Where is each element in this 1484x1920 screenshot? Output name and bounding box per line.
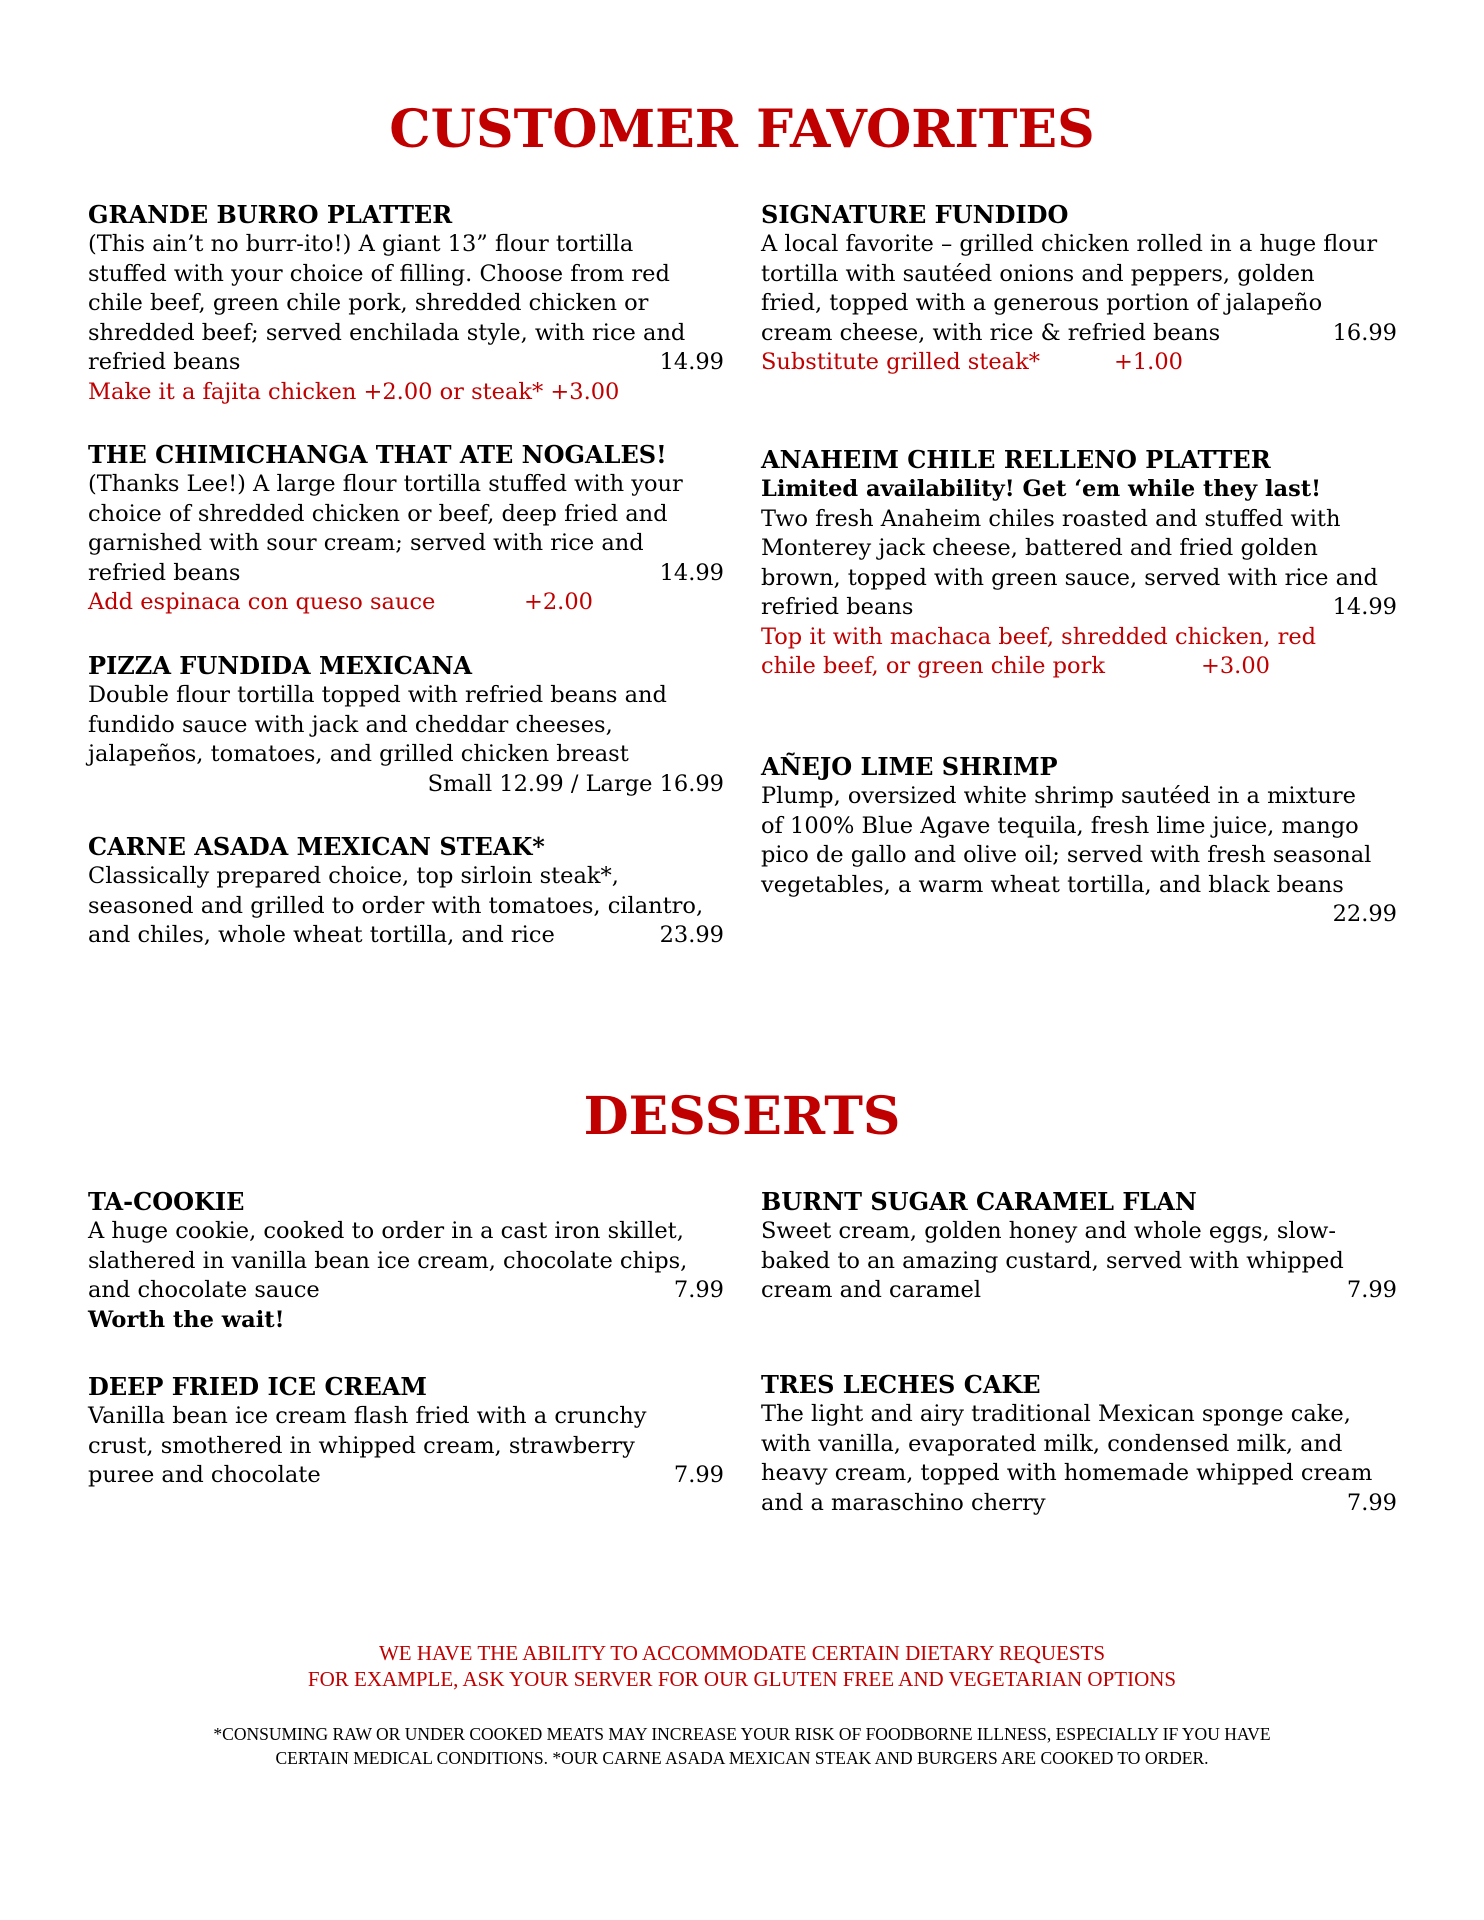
description-line [761, 593, 1397, 623]
description-line [88, 921, 724, 951]
item-name: DEEP FRIED ICE CREAM [88, 1372, 427, 1401]
description-line: choice of shredded chicken or beef, deep fried and [88, 500, 668, 527]
item-name: SIGNATURE FUNDIDO [761, 200, 1069, 229]
description-line: Sweet cream, golden honey and whole eggs, slow- [761, 1218, 1336, 1244]
item-upgrade: Top it with machaca beef, shredded chicken, red [761, 623, 1317, 650]
item-description [761, 1400, 1397, 1518]
description-line: vegetables, a warm wheat tortilla, and black beans [761, 871, 1344, 898]
description-line: fundido sauce with jack and cheddar cheeses, [88, 711, 613, 738]
upgrade-price: +1.00 [1114, 349, 1183, 375]
item-price: 22.99 [1332, 901, 1397, 927]
menu-item-signature-fundido [761, 200, 1397, 378]
item-price: Small 12.99 / Large 16.99 [427, 770, 724, 797]
dietary-notice-line: WE HAVE THE ABILITY TO ACCOMMODATE CERTAIN DIETARY REQUESTS [378, 1641, 1106, 1665]
item-name: CARNE ASADA MEXICAN STEAK* [88, 832, 545, 861]
item-upgrade [761, 348, 1397, 378]
item-price: 23.99 [659, 922, 724, 948]
upgrade-label: Add espinaca con queso sauce [88, 589, 436, 615]
description-line: Classically prepared choice, top sirloin steak*, [88, 863, 619, 889]
description-line [761, 1276, 1397, 1306]
menu-item-anejo-lime-shrimp [761, 752, 1397, 930]
item-name: BURNT SUGAR CARAMEL FLAN [761, 1187, 1197, 1216]
item-description [761, 230, 1397, 378]
menu-item-chile-relleno [761, 445, 1397, 682]
menu-item-pizza-fundida [88, 651, 724, 799]
item-price: 14.99 [1332, 594, 1397, 620]
description-line [761, 1489, 1397, 1519]
item-description [88, 1402, 724, 1491]
description-text: refried beans [88, 559, 241, 586]
item-description [88, 681, 724, 799]
item-price: 16.99 [1332, 319, 1397, 346]
item-name: ANAHEIM CHILE RELLENO PLATTER [761, 445, 1271, 474]
description-text: puree and chocolate [88, 1462, 321, 1488]
description-line: tortilla with sautéed onions and peppers, golden [761, 260, 1315, 287]
disclaimer-line: *CONSUMING RAW OR UNDER COOKED MEATS MAY INCREASE YOUR RISK OF FOODBORNE ILLNESS, ESPECIALLY IF YOU HAVE [213, 1724, 1271, 1744]
item-name: PIZZA FUNDIDA MEXICANA [88, 651, 473, 680]
item-note: Worth the wait! [88, 1306, 285, 1333]
description-line: garnished with sour cream; served with rice and [88, 530, 644, 556]
upgrade-label: chile beef, or green chile pork [761, 653, 1105, 679]
description-line: seasoned and grilled to order with tomatoes, cilantro, [88, 892, 704, 919]
description-line: with vanilla, evaporated milk, condensed milk, and [761, 1430, 1343, 1457]
desserts-title: DESSERTS [583, 1086, 901, 1147]
menu-item-grande-burro-platter [88, 200, 724, 407]
description-line: Plump, oversized white shrimp sautéed in a mixture [761, 783, 1356, 809]
menu-item-deep-fried-ice-cream [88, 1372, 724, 1491]
description-line: of 100% Blue Agave tequila, fresh lime juice, mango [761, 812, 1359, 839]
upgrade-label: Substitute grilled steak* [761, 349, 1040, 375]
item-name: TA-COOKIE [88, 1187, 245, 1216]
description-line: slathered in vanilla bean ice cream, chocolate chips, [88, 1247, 688, 1274]
description-line: The light and airy traditional Mexican sponge cake, [761, 1401, 1351, 1427]
description-text: cream cheese, with rice & refried beans [761, 319, 1221, 346]
description-line: A huge cookie, cooked to order in a cast iron skillet, [88, 1218, 684, 1244]
item-name: THE CHIMICHANGA THAT ATE NOGALES! [88, 440, 667, 469]
item-upgrade: Make it a fajita chicken +2.00 or steak* +3.00 [88, 378, 620, 405]
description-line: shredded beef; served enchilada style, with rice and [88, 319, 686, 346]
description-line [88, 1276, 724, 1306]
item-name: AÑEJO LIME SHRIMP [761, 752, 1058, 781]
item-price: 14.99 [659, 559, 724, 586]
menu-item-ta-cookie [88, 1187, 724, 1335]
description-line [761, 319, 1397, 349]
item-description [88, 862, 724, 951]
menu-item-caramel-flan [761, 1187, 1397, 1306]
description-text: and a maraschino cherry [761, 1489, 1046, 1516]
food-safety-disclaimer [0, 1722, 1484, 1770]
item-description [761, 1217, 1397, 1306]
description-line [88, 559, 724, 589]
description-text: cream and caramel [761, 1277, 982, 1303]
description-line: Vanilla bean ice cream flash fried with a crunchy [88, 1403, 647, 1429]
description-text: refried beans [88, 349, 241, 375]
item-price: 7.99 [1346, 1489, 1397, 1516]
description-line [88, 1461, 724, 1491]
customer-favorites-title: CUSTOMER FAVORITES [389, 99, 1095, 160]
description-text: and chiles, whole wheat tortilla, and rice [88, 922, 555, 948]
description-line: jalapeños, tomatoes, and grilled chicken breast [88, 741, 629, 767]
description-line: stuffed with your choice of filling. Choose from red [88, 260, 670, 287]
upgrade-price: +3.00 [1201, 653, 1270, 679]
description-line: baked to an amazing custard, served with whipped [761, 1247, 1344, 1274]
item-description [88, 230, 724, 407]
item-price: 14.99 [659, 349, 724, 375]
item-description [88, 470, 724, 618]
disclaimer-line: CERTAIN MEDICAL CONDITIONS. *OUR CARNE ASADA MEXICAN STEAK AND BURGERS ARE COOKED TO ORDER. [275, 1748, 1209, 1768]
description-line: chile beef, green chile pork, shredded chicken or [88, 290, 649, 316]
item-price: 7.99 [1346, 1277, 1397, 1303]
item-description [761, 475, 1397, 682]
upgrade-price: +2.00 [524, 589, 593, 615]
description-line: pico de gallo and olive oil; served with fresh seasonal [761, 842, 1372, 868]
item-price: 7.99 [673, 1462, 724, 1488]
description-line: Two fresh Anaheim chiles roasted and stuffed with [761, 505, 1341, 532]
description-line: Double flour tortilla topped with refried beans and [88, 682, 667, 708]
dietary-notice [0, 1640, 1484, 1692]
item-description [761, 782, 1397, 930]
menu-item-chimichanga [88, 440, 724, 618]
dietary-notice-line: FOR EXAMPLE, ASK YOUR SERVER FOR OUR GLUTEN FREE AND VEGETARIAN OPTIONS [307, 1667, 1177, 1691]
description-text: and chocolate sauce [88, 1277, 320, 1303]
item-description [88, 1217, 724, 1335]
description-text: refried beans [761, 594, 914, 620]
description-line: A local favorite – grilled chicken rolled in a huge flour [761, 231, 1378, 257]
item-price: 7.99 [673, 1277, 724, 1303]
description-line: brown, topped with green sauce, served with rice and [761, 564, 1378, 591]
menu-item-tres-leches-cake [761, 1370, 1397, 1518]
description-line: crust, smothered in whipped cream, strawberry [88, 1432, 635, 1459]
description-line [88, 348, 724, 378]
description-line: fried, topped with a generous portion of jalapeño [761, 290, 1323, 316]
description-line: heavy cream, topped with homemade whipped cream [761, 1460, 1373, 1486]
availability-note: Limited availability! Get ‘em while they last! [761, 476, 1322, 502]
item-name: GRANDE BURRO PLATTER [88, 200, 453, 229]
item-upgrade [761, 652, 1397, 682]
description-line: (This ain’t no burr-ito!) A giant 13” flour tortilla [88, 231, 634, 257]
item-name: TRES LECHES CAKE [761, 1370, 1041, 1399]
description-line: (Thanks Lee!) A large flour tortilla stuffed with your [88, 471, 683, 497]
description-line: Monterey jack cheese, battered and fried golden [761, 535, 1318, 561]
item-upgrade [88, 588, 724, 618]
menu-item-carne-asada [88, 832, 724, 951]
